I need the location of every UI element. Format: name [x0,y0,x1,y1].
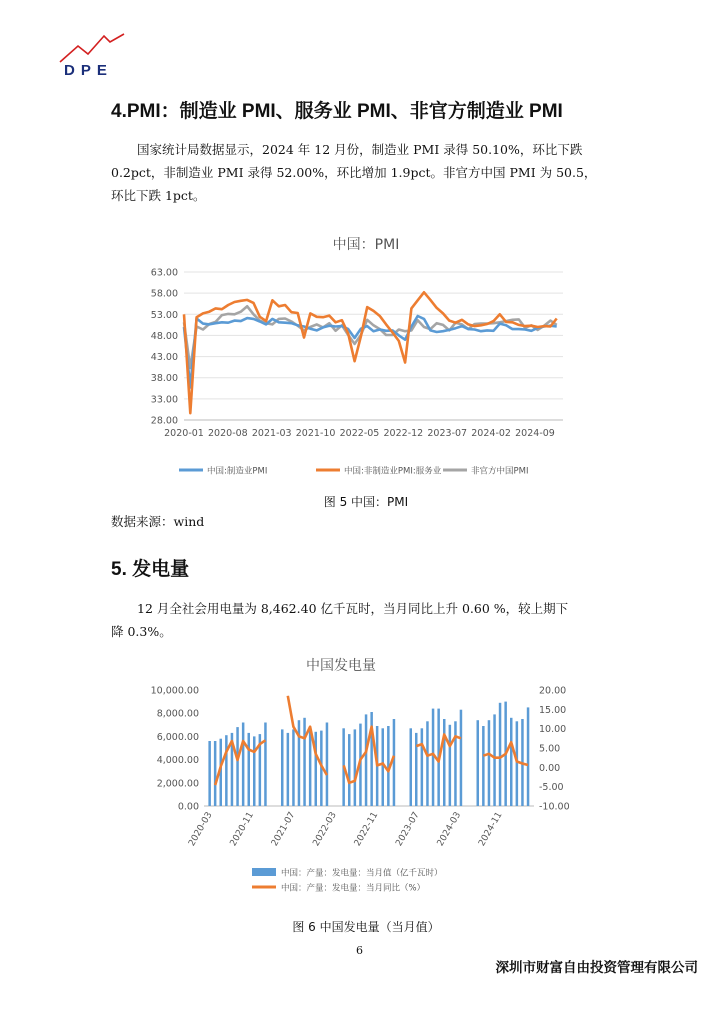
y-tick-label: 43.00 [150,352,178,364]
pmi-chart [111,256,621,486]
pmi-chart-title: 中国：PMI [332,237,400,253]
bar [365,714,368,806]
paragraph-line: 环比下跌 1pct。 [111,188,206,203]
section-power-paragraph [111,597,621,643]
x-tick-label: 2024-11 [477,810,505,849]
bar [460,710,463,806]
bar [242,723,245,807]
x-tick-label: 2024-03 [435,810,464,849]
bar [292,729,295,806]
series-line [184,316,557,387]
power-chart-caption: 图 6 中国发电量（当月值） [292,920,440,934]
y-tick-label: 63.00 [150,267,178,279]
x-tick-label: 2022-12 [383,428,424,439]
y-tick-label: 28.00 [150,415,178,427]
bar [315,732,318,806]
y-right-tick-label: -5.00 [539,782,564,794]
legend-label: 中国:制造业PMI [207,466,268,477]
legend-label: 中国:非制造业PMI:服务业 [344,466,442,477]
y-left-tick-label: 4,000.00 [156,755,199,767]
y-right-tick-label: -10.00 [539,801,570,813]
y-left-tick-label: 6,000.00 [156,731,199,743]
x-tick-label: 2020-03 [187,810,215,849]
x-tick-label: 2022-03 [311,810,339,849]
y-tick-label: 33.00 [150,394,178,406]
bar [499,703,502,806]
bar [410,728,413,806]
y-tick-label: 58.00 [150,288,178,300]
legend-label: 中国：产量：发电量：当月值（亿千瓦时） [281,868,443,879]
bar [421,728,424,806]
paragraph-line: 国家统计局数据显示，2024 年 12 月份，制造业 PMI 录得 50.10%，环比下跌 [137,142,583,157]
x-tick-label: 2022-11 [352,810,381,849]
bar [225,735,228,806]
bar [253,736,256,806]
bar [393,719,396,806]
bar [208,741,211,806]
power-chart-title: 中国发电量 [306,658,376,674]
y-left-tick-label: 2,000.00 [156,778,199,790]
paragraph-line: 12 月全社会用电量为 8,462.40 亿千瓦时，当月同比上升 0.60 %，较上期下 [137,601,569,616]
bar [326,723,329,807]
bar [348,734,351,806]
bar [527,707,530,806]
bar [454,721,457,806]
paragraph-line: 0.2pct，非制造业 PMI 录得 52.00%，环比增加 1.9pct。非官方中国 PMI 为 50.5， [111,165,597,180]
legend-label: 中国：产量：发电量：当月同比（%） [281,883,426,894]
bar [488,720,491,806]
bar [264,723,267,807]
section-power-heading: 5. 发电量 [111,559,190,580]
dpe-logo-text: DPE [64,62,113,79]
x-tick-label: 2024-02 [471,428,511,439]
yoy-line-segment [215,740,265,785]
y-right-tick-label: 15.00 [539,704,567,716]
bar [443,719,446,806]
bar [281,729,284,806]
legend-swatch [252,868,276,876]
pmi-data-source: 数据来源：wind [111,514,205,529]
bar [415,733,418,806]
bar [482,726,485,806]
y-left-tick-label: 8,000.00 [156,708,199,720]
bar [510,718,513,806]
power-chart [111,676,611,896]
bar [303,718,306,806]
page-number: 6 [356,944,363,957]
paragraph-line: 降 0.3%。 [111,624,172,639]
bar [516,721,519,806]
x-tick-label: 2022-05 [339,428,380,439]
y-right-tick-label: 5.00 [539,743,561,755]
y-right-tick-label: 0.00 [539,762,561,774]
bar [287,733,290,806]
bar [214,741,217,806]
y-tick-label: 48.00 [150,330,178,342]
x-tick-label: 2021-10 [295,428,336,439]
bar [248,733,251,806]
x-tick-label: 2024-09 [515,428,555,439]
bar [236,727,239,806]
x-tick-label: 2021-03 [251,428,292,439]
x-tick-label: 2020-01 [164,428,204,439]
y-tick-label: 53.00 [150,309,178,321]
yoy-line-segment [344,727,394,783]
bar [477,720,480,806]
y-left-tick-label: 0.00 [177,801,199,813]
section-pmi-heading: 4.PMI：制造业 PMI、服务业 PMI、非官方制造业 PMI [111,101,563,122]
x-tick-label: 2020-11 [228,810,257,849]
footer-company: 深圳市财富自由投资管理有限公司 [495,960,698,976]
section-pmi-paragraph [111,138,621,207]
y-right-tick-label: 20.00 [539,685,567,697]
bar [449,725,452,806]
pmi-chart-caption: 图 5 中国：PMI [323,495,409,509]
x-tick-label: 2020-08 [208,428,248,439]
series-line [184,292,557,413]
bar [432,709,435,806]
y-right-tick-label: 10.00 [539,724,567,736]
bar [426,721,429,806]
x-tick-label: 2023-07 [394,810,422,849]
y-tick-label: 38.00 [150,373,178,385]
x-tick-label: 2023-07 [427,428,468,439]
y-left-tick-label: 10,000.00 [150,685,199,697]
x-tick-label: 2021-07 [269,810,298,849]
bar [493,714,496,806]
bar [309,728,312,806]
bar [354,729,357,806]
legend-label: 非官方中国PMI [471,466,529,477]
dpe-logo-graphic [58,30,128,64]
bar [382,728,385,806]
